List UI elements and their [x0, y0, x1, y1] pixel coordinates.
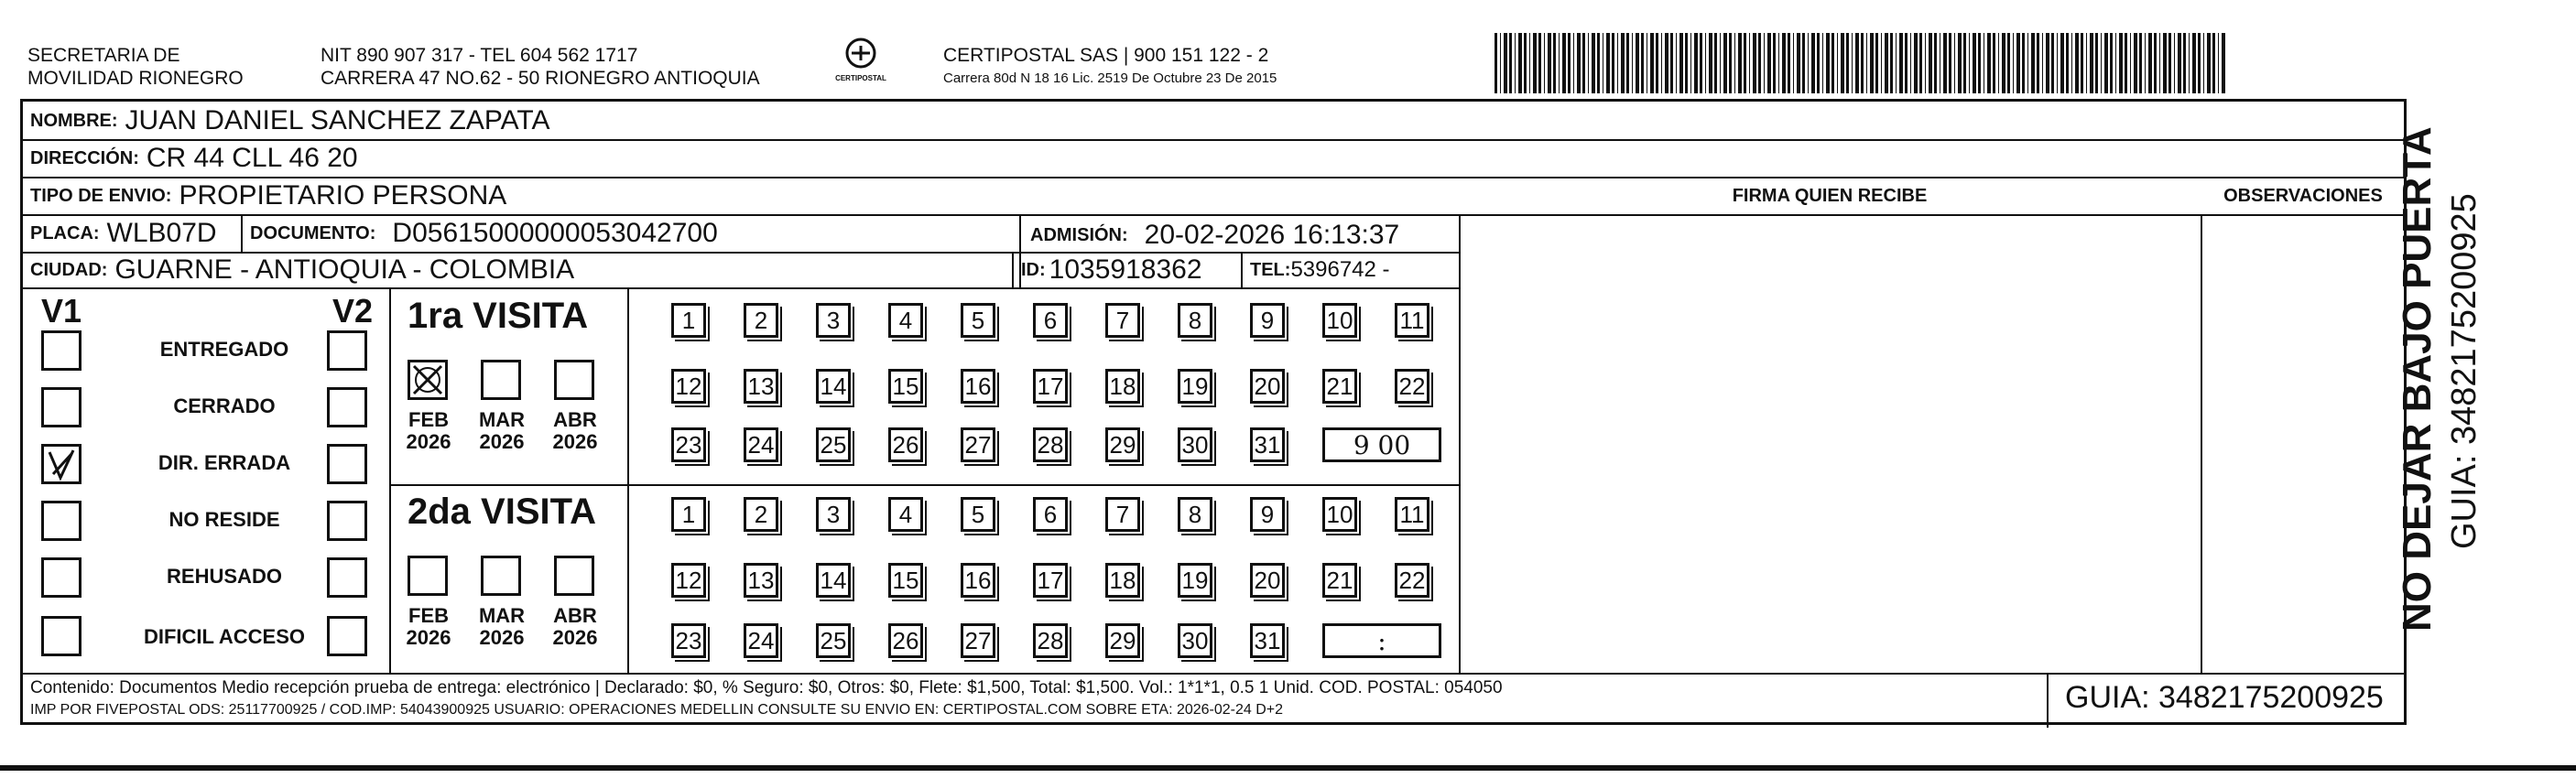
- first-month-abr: ABR 2026: [552, 408, 598, 453]
- first-day-box[interactable]: 10: [1322, 303, 1357, 338]
- first-day-box[interactable]: 31: [1250, 427, 1285, 462]
- footer-line2: IMP POR FIVEPOSTAL ODS: 25117700925 / COD.IMP: 54043900925 USUARIO: OPERACIONES MEDELLIN CONSULTE SU ENVIO EN: CERTIPOSTAL.COM SOBRE ETA: 2026-02-24 D+2: [30, 702, 1284, 718]
- second-month-abr-box[interactable]: [554, 556, 594, 596]
- status-no-reside: NO RESIDE: [168, 508, 280, 531]
- first-day-box[interactable]: 1: [671, 303, 706, 338]
- status-entregado: ENTREGADO: [159, 338, 289, 361]
- first-day-box[interactable]: 5: [961, 303, 995, 338]
- first-day-box[interactable]: 13: [744, 369, 778, 404]
- tel-row: [1250, 254, 1390, 286]
- first-month-feb: FEB 2026: [406, 408, 451, 453]
- second-day-box[interactable]: 17: [1033, 563, 1068, 598]
- second-day-box[interactable]: 2: [744, 497, 778, 532]
- sender-name: [27, 44, 244, 90]
- first-day-box[interactable]: 16: [961, 369, 995, 404]
- second-day-box[interactable]: 8: [1178, 497, 1212, 532]
- ciudad-row: [30, 254, 574, 286]
- side-guia: GUIA: 3482175200925: [2445, 193, 2484, 549]
- v2-checkbox-dificil-acceso[interactable]: [327, 616, 367, 656]
- first-day-box[interactable]: 19: [1178, 369, 1212, 404]
- nit-line2: CARRERA 47 NO.62 - 50 RIONEGRO ANTIOQUIA: [321, 68, 760, 89]
- first-day-box[interactable]: 6: [1033, 303, 1068, 338]
- placa-label: PLACA:: [30, 222, 100, 243]
- first-month-mar-box[interactable]: [481, 360, 521, 400]
- footer-guia: GUIA: 3482175200925: [2065, 680, 2384, 715]
- first-day-box[interactable]: 26: [888, 427, 923, 462]
- documento-value: D05615000000053042700: [392, 218, 718, 248]
- second-day-box[interactable]: 27: [961, 623, 995, 658]
- first-day-box[interactable]: 17: [1033, 369, 1068, 404]
- observaciones-header: [2202, 179, 2404, 212]
- v2-checkbox-dir-errada[interactable]: [327, 444, 367, 484]
- second-day-box[interactable]: 26: [888, 623, 923, 658]
- sender-line1: SECRETARIA DE: [27, 45, 180, 66]
- status-dificil-acceso: DIFICIL ACCESO: [143, 625, 305, 648]
- first-day-box[interactable]: 28: [1033, 427, 1068, 462]
- nombre-row: [30, 104, 550, 137]
- second-day-box[interactable]: 14: [816, 563, 851, 598]
- first-day-box[interactable]: 30: [1178, 427, 1212, 462]
- tel-value: 5396742 -: [1290, 257, 1390, 282]
- v2-checkbox-cerrado[interactable]: [327, 387, 367, 427]
- second-month-feb: FEB 2026: [406, 604, 451, 649]
- admision-label: ADMISIÓN:: [1030, 224, 1128, 245]
- courier-line1: CERTIPOSTAL SAS | 900 151 122 - 2: [943, 45, 1269, 66]
- v1-checkbox-no-reside[interactable]: [41, 501, 82, 541]
- second-day-box[interactable]: 7: [1105, 497, 1140, 532]
- logo-icon: [842, 37, 879, 70]
- first-visit-label: 1ra VISITA: [408, 296, 589, 336]
- first-month-mar: MAR 2026: [478, 408, 526, 453]
- second-day-box[interactable]: 5: [961, 497, 995, 532]
- documento-row: [250, 217, 718, 250]
- footer-line1: Contenido: Documentos Medio recepción prueba de entrega: electrónico | Declarado: $0, % Seguro: $0, Otros: $0, Flete: $1,500, Total: $1,500. Vol.: 1*1*1, 0.5 1 Unid. COD. POSTAL: 054050: [30, 678, 1503, 697]
- second-day-box[interactable]: 31: [1250, 623, 1285, 658]
- tipo-row: [30, 179, 506, 212]
- status-cerrado: CERRADO: [173, 394, 276, 417]
- firma-header: [1459, 179, 2201, 212]
- first-day-box[interactable]: 12: [671, 369, 706, 404]
- second-day-box[interactable]: 3: [816, 497, 851, 532]
- second-day-box[interactable]: 4: [888, 497, 923, 532]
- firma-label: FIRMA QUIEN RECIBE: [1732, 186, 1928, 206]
- placa-value: WLB07D: [106, 218, 217, 248]
- first-day-box[interactable]: 20: [1250, 369, 1285, 404]
- x-mark-icon: [410, 362, 445, 397]
- nombre-label: NOMBRE:: [30, 110, 118, 131]
- second-day-box[interactable]: 30: [1178, 623, 1212, 658]
- second-day-box[interactable]: 10: [1322, 497, 1357, 532]
- second-day-box[interactable]: 9: [1250, 497, 1285, 532]
- placa-row: [30, 217, 217, 250]
- direccion-row: [30, 142, 358, 175]
- guide-form: [20, 99, 2407, 725]
- second-day-box[interactable]: 20: [1250, 563, 1285, 598]
- second-day-box[interactable]: 29: [1105, 623, 1140, 658]
- second-day-box[interactable]: 6: [1033, 497, 1068, 532]
- v1-checkbox-cerrado[interactable]: [41, 387, 82, 427]
- second-day-box[interactable]: 21: [1322, 563, 1357, 598]
- tel-label: TEL:: [1250, 259, 1291, 280]
- second-month-mar: MAR 2026: [478, 604, 526, 649]
- v2-checkbox-no-reside[interactable]: [327, 501, 367, 541]
- second-day-box[interactable]: 18: [1105, 563, 1140, 598]
- second-day-box[interactable]: 1: [671, 497, 706, 532]
- v2-checkbox-entregado[interactable]: [327, 330, 367, 371]
- first-day-box[interactable]: 7: [1105, 303, 1140, 338]
- second-month-mar-box[interactable]: [481, 556, 521, 596]
- sender-line2: MOVILIDAD RIONEGRO: [27, 68, 244, 89]
- first-day-box[interactable]: 24: [744, 427, 778, 462]
- second-day-box[interactable]: 12: [671, 563, 706, 598]
- first-day-box[interactable]: 29: [1105, 427, 1140, 462]
- status-dir-errada: DIR. ERRADA: [158, 451, 291, 474]
- bottom-rule: [0, 765, 2576, 771]
- id-row: [1021, 254, 1202, 286]
- tipo-label: TIPO DE ENVIO:: [30, 185, 172, 206]
- first-day-box[interactable]: 8: [1178, 303, 1212, 338]
- first-day-box[interactable]: 27: [961, 427, 995, 462]
- v1-checkbox-dificil-acceso[interactable]: [41, 616, 82, 656]
- second-month-abr: ABR 2026: [552, 604, 598, 649]
- first-day-box[interactable]: 9: [1250, 303, 1285, 338]
- second-day-box[interactable]: 19: [1178, 563, 1212, 598]
- second-day-box[interactable]: 22: [1395, 563, 1429, 598]
- second-visit-label: 2da VISITA: [408, 492, 596, 532]
- direccion-value: CR 44 CLL 46 20: [146, 143, 358, 173]
- v1-checkbox-entregado[interactable]: [41, 330, 82, 371]
- admision-value: 20-02-2026 16:13:37: [1144, 220, 1400, 250]
- second-day-box[interactable]: 15: [888, 563, 923, 598]
- first-month-feb-box[interactable]: [408, 360, 448, 400]
- first-day-box[interactable]: 18: [1105, 369, 1140, 404]
- barcode: [1495, 33, 2227, 93]
- second-day-box[interactable]: 28: [1033, 623, 1068, 658]
- nit-block: [321, 44, 760, 90]
- first-day-box[interactable]: 15: [888, 369, 923, 404]
- second-month-feb-box[interactable]: [408, 556, 448, 596]
- v2-label: V2: [332, 292, 374, 330]
- nombre-value: JUAN DANIEL SANCHEZ ZAPATA: [125, 105, 550, 135]
- id-value: 1035918362: [1049, 254, 1202, 285]
- first-day-box[interactable]: 4: [888, 303, 923, 338]
- first-day-box[interactable]: 11: [1395, 303, 1429, 338]
- nit-line1: NIT 890 907 317 - TEL 604 562 1717: [321, 45, 638, 66]
- status-rehusado: REHUSADO: [167, 565, 282, 588]
- second-day-box[interactable]: 23: [671, 623, 706, 658]
- second-day-box[interactable]: 11: [1395, 497, 1429, 532]
- second-day-box[interactable]: 25: [816, 623, 851, 658]
- observaciones-label: OBSERVACIONES: [2223, 186, 2383, 206]
- v1-label: V1: [41, 292, 82, 330]
- certipostal-logo: [833, 37, 888, 92]
- first-month-abr-box[interactable]: [554, 360, 594, 400]
- first-time-box[interactable]: 9 00: [1322, 427, 1441, 462]
- first-day-box[interactable]: 21: [1322, 369, 1357, 404]
- documento-label: DOCUMENTO:: [250, 222, 376, 243]
- second-day-box[interactable]: 16: [961, 563, 995, 598]
- logo-text: CERTIPOSTAL: [835, 74, 886, 82]
- second-day-box[interactable]: 13: [744, 563, 778, 598]
- first-day-box[interactable]: 14: [816, 369, 851, 404]
- second-time-box[interactable]: :: [1322, 623, 1441, 658]
- ciudad-value: GUARNE - ANTIOQUIA - COLOMBIA: [114, 254, 575, 285]
- first-day-box[interactable]: 23: [671, 427, 706, 462]
- first-day-box[interactable]: 25: [816, 427, 851, 462]
- courier-line2: Carrera 80d N 18 16 Lic. 2519 De Octubre 23 De 2015: [943, 70, 1277, 86]
- v2-checkbox-rehusado[interactable]: [327, 557, 367, 598]
- tipo-value: PROPIETARIO PERSONA: [179, 180, 507, 211]
- v1-checkbox-dir-errada[interactable]: [41, 444, 82, 484]
- direccion-label: DIRECCIÓN:: [30, 147, 139, 168]
- ciudad-label: CIUDAD:: [30, 259, 108, 280]
- check-mark-icon: [44, 447, 79, 481]
- first-day-box[interactable]: 2: [744, 303, 778, 338]
- first-day-box[interactable]: 22: [1395, 369, 1429, 404]
- second-day-box[interactable]: 24: [744, 623, 778, 658]
- v1-checkbox-rehusado[interactable]: [41, 557, 82, 598]
- admision-row: [1030, 219, 1399, 252]
- no-dejar-bajo-puerta: NO DEJAR BAJO PUERTA: [2395, 126, 2440, 632]
- first-day-box[interactable]: 3: [816, 303, 851, 338]
- courier-block: [943, 44, 1277, 90]
- id-label: ID:: [1021, 259, 1046, 280]
